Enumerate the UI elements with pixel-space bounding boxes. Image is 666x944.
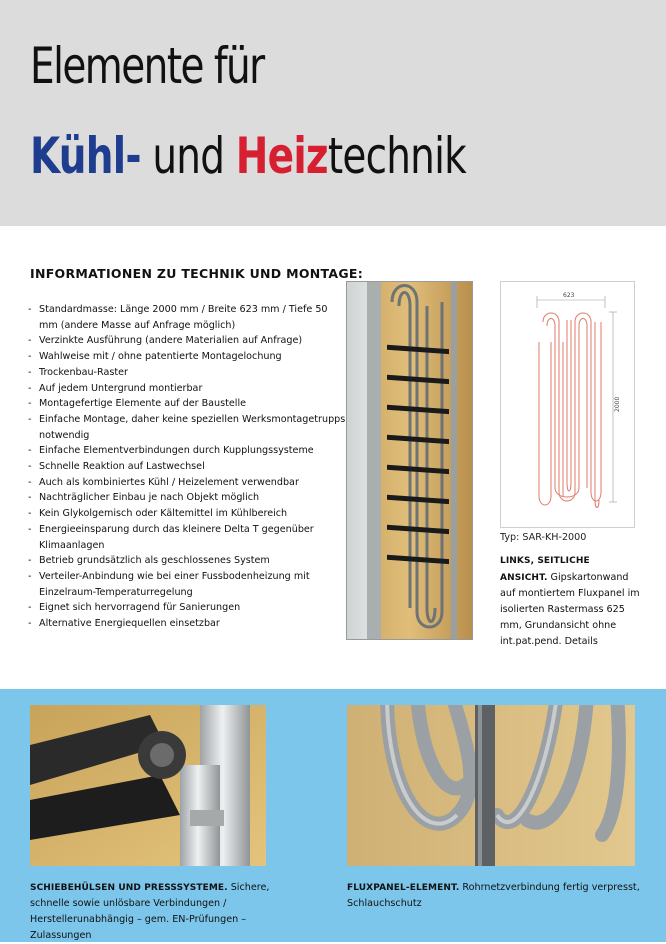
- type-label: Typ: SAR-KH-2000: [500, 532, 587, 543]
- caption-press-text: Sichere, schnelle sowie unlösbare Verbindungen / Herstellerunabhängig – gem. EN-Prüfungen – Zulassungen: [30, 882, 270, 941]
- info-list-item: - Auch als kombiniertes Kühl / Heizelement verwendbar: [28, 475, 348, 491]
- info-list-item: - Montagefertige Elemente auf der Baustelle: [28, 396, 348, 412]
- caption-side-view-text: Gipskartonwand auf montiertem Fluxpanel im isolierten Rastermass 625 mm, Grundansicht ohne int.pat.pend. Details: [500, 571, 640, 647]
- info-list-item: - Einfache Elementverbindungen durch Kupplungssysteme: [28, 443, 348, 459]
- info-list-item: - Standardmasse: Länge 2000 mm / Breite 623 mm / Tiefe 50 mm (andere Masse auf Anfrage möglich): [28, 302, 348, 333]
- caption-fluxpanel: [347, 880, 647, 912]
- info-list-item: - Verteiler-Anbindung wie bei einer Fussbodenheizung mit Einzelraum-Temperaturregelung: [28, 569, 348, 600]
- info-list-item: - Kein Glykolgemisch oder Kältemittel im Kühlbereich: [28, 506, 348, 522]
- caption-flux-text: Rohrnetzverbindung fertig verpresst, Schlauchschutz: [347, 882, 640, 909]
- technical-drawing: [500, 281, 635, 528]
- caption-press-title: SCHIEBEHÜLSEN UND PRESSSYSTEME.: [30, 883, 228, 893]
- wall-panel-photo: [346, 281, 473, 640]
- caption-flux-title: FLUXPANEL-ELEMENT.: [347, 883, 460, 893]
- dim-height-label: 2000: [614, 396, 621, 412]
- info-list-item: - Auf jedem Untergrund montierbar: [28, 381, 348, 397]
- caption-side-view: [500, 553, 640, 649]
- caption-press-systems: [30, 880, 310, 944]
- title-kuhl: Kühl-: [30, 127, 141, 185]
- header-banner: [0, 0, 666, 226]
- title-heiz: Heiz: [235, 127, 328, 185]
- info-heading: INFORMATIONEN ZU TECHNIK UND MONTAGE:: [30, 266, 364, 281]
- title-und: und: [140, 127, 236, 185]
- caption-side-view-title: LINKS, SEITLICHE ANSICHT.: [500, 556, 590, 583]
- fluxpanel-photo: [347, 705, 635, 866]
- info-list-item: - Alternative Energiequellen einsetzbar: [28, 616, 348, 632]
- info-list-item: - Einfache Montage, daher keine speziellen Werksmontagetrupps notwendig: [28, 412, 348, 443]
- info-list-item: - Energieeinsparung durch das kleinere Delta T gegenüber Klimaanlagen: [28, 522, 348, 553]
- info-list: [28, 302, 348, 632]
- title-technik: technik: [327, 127, 466, 185]
- info-list-item: - Betrieb grundsätzlich als geschlossenes System: [28, 553, 348, 569]
- dim-width-label: 623: [563, 292, 575, 299]
- info-list-item: - Schnelle Reaktion auf Lastwechsel: [28, 459, 348, 475]
- press-tool-photo: [30, 705, 266, 866]
- title-line-2: [30, 128, 466, 184]
- info-list-item: - Eignet sich hervorragend für Sanierungen: [28, 600, 348, 616]
- info-list-item: - Trockenbau-Raster: [28, 365, 348, 381]
- info-list-item: - Verzinkte Ausführung (andere Materialien auf Anfrage): [28, 333, 348, 349]
- title-line-1: Elemente für: [30, 37, 264, 95]
- info-list-item: - Wahlweise mit / ohne patentierte Montagelochung: [28, 349, 348, 365]
- info-list-item: - Nachträglicher Einbau je nach Objekt möglich: [28, 490, 348, 506]
